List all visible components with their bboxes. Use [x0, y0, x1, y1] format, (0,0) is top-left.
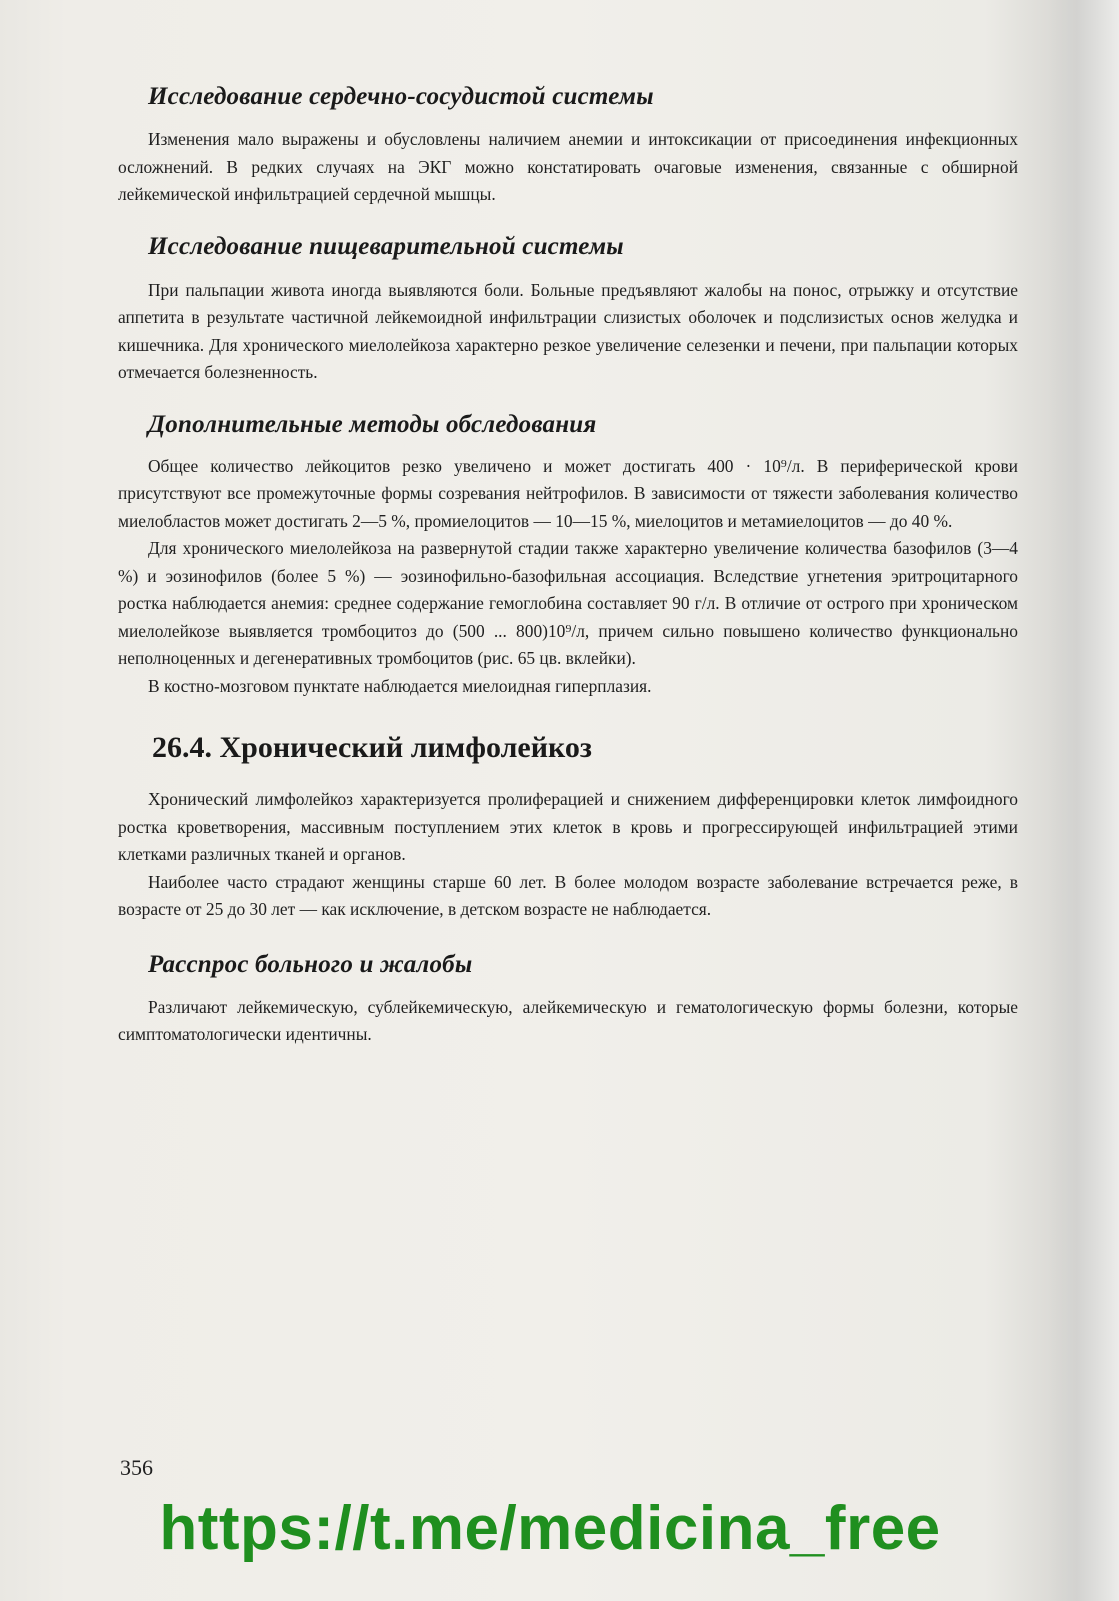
page-content [118, 82, 1018, 1049]
page-fold-shadow [1049, 0, 1119, 1601]
heading-digestive: Исследование пищеварительной системы [148, 232, 624, 260]
heading-cardio: Исследование сердечно-сосудистой системы [148, 83, 654, 110]
telegram-link-watermark[interactable]: https://t.me/medicina_free [159, 1494, 941, 1563]
paragraph-additional-1: Общее количество лейкоцитов резко увеличено и может достигать 400 · 10⁹/л. В периферической крови присутствуют все промежуточные формы созревания нейтрофилов. В зависимости от тяжести заболевания количество миелобластов может достигать 2—5 %, промиелоцитов — 10—15 %, миелоцитов и метамиелоцитов — до 40 %. [118, 455, 1018, 531]
chapter-heading: 26.4. Хронический лимфолейкоз [152, 731, 592, 764]
heading-complaints: Расспрос больного и жалобы [148, 950, 473, 978]
page-number: 356 [120, 1455, 153, 1480]
paragraph-cardio-1: Изменения мало выражены и обусловлены наличием анемии и интоксикации от присоединения инфекционных осложнений. В редких случаях на ЭКГ можно констатировать очаговые изменения, связанные с обширной лейкемической инфильтрацией сердечной мышцы. [118, 129, 1018, 204]
paragraph-additional-3: В костно-мозговом пунктате наблюдается миелоидная гиперплазия. [148, 675, 652, 696]
paragraph-complaints-1: Различают лейкемическую, сублейкемическую, алейкемическую и гематологическую формы болезни, которые симптоматологически идентичны. [118, 996, 1018, 1044]
heading-additional: Дополнительные методы обследования [148, 410, 597, 438]
paragraph-chapter-2: Наиболее часто страдают женщины старше 60 лет. В более молодом возрасте заболевание встречается реже, в возрасте от 25 до 30 лет — как исключение, в детском возрасте не наблюдается. [118, 871, 1018, 919]
paragraph-chapter-1: Хронический лимфолейкоз характеризуется пролиферацией и снижением дифференцировки клеток лимфоидного ростка кроветворения, массивным поступлением этих клеток в кровь и прогрессирующей инфильтрацией этими клетками различных тканей и органов. [118, 789, 1018, 864]
paragraph-additional-2: Для хронического миелолейкоза на развернутой стадии также характерно увеличение количества базофилов (3—4 %) и эозинофилов (более 5 %) — эозинофильно-базофильная ассоциация. Вследствие угнетения эритроцитарного ростка наблюдается анемия: среднее содержание гемоглобина составляет 90 г/л. В отличие от острого при хроническом миелолейкозе выявляется тромбоцитоз до (500 ... 800)10⁹/л, причем сильно повышено количество функционально неполноценных и дегенеративных тромбоцитов (рис. 65 цв. вклейки). [118, 538, 1018, 668]
paragraph-digestive-1: При пальпации живота иногда выявляются боли. Больные предъявляют жалобы на понос, отрыжку и отсутствие аппетита в результате частичной лейкемоидной инфильтрации слизистых оболочек и подслизистых основ желудка и кишечника. Для хронического миелолейкоза характерно резкое увеличение селезенки и печени, при пальпации которых отмечается болезненность. [118, 279, 1018, 382]
